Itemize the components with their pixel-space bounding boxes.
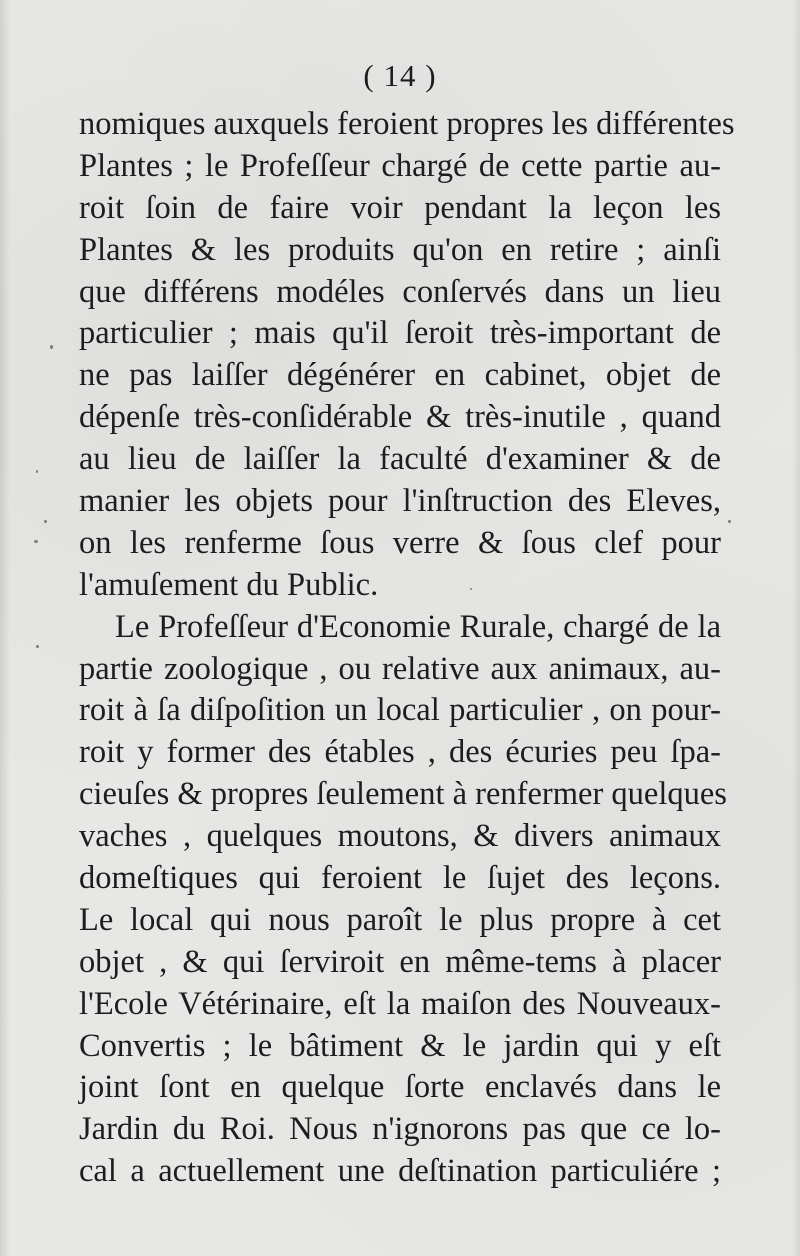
text-line: objet , & qui ſerviroit en même-tems à placer: [79, 943, 721, 980]
text-line: l'Ecole Vétérinaire, eſt la maiſon des Nouveaux-: [79, 985, 721, 1022]
text-line: nomiques auxquels feroient propres les différentes: [79, 106, 735, 142]
text-line: Convertis ; le bâtiment & le jardin qui y eſt: [79, 1027, 721, 1064]
text-line: particulier ; mais qu'il ſeroit très-important de: [79, 315, 721, 352]
paper-speck: [36, 470, 38, 473]
text-line: l'amuſement du Public.: [79, 566, 379, 603]
paper-speck: [34, 540, 38, 543]
text-line: Jardin du Roi. Nous n'ignorons pas que ce lo-: [79, 1111, 721, 1148]
paper-speck: [728, 520, 731, 523]
text-line: cieuſes & propres ſeulement à renfermer quelques: [79, 776, 727, 813]
text-line: ne pas laiſſer dégénérer en cabinet, objet de: [79, 357, 721, 394]
text-line: roit à ſa diſpoſition un local particulier , on pour-: [79, 692, 721, 729]
page-number: ( 14 ): [363, 58, 437, 93]
page-left-shadow: [0, 0, 10, 1256]
text-line: Plantes & les produits qu'on en retire ; ainſi: [79, 231, 721, 268]
text-line: roit ſoin de faire voir pendant la leçon les: [79, 189, 721, 226]
paper-speck: [50, 345, 53, 349]
text-line: au lieu de laiſſer la faculté d'examiner & de: [79, 441, 721, 478]
text-line: on les renferme ſous verre & ſous clef pour: [79, 524, 721, 561]
text-line: Le Profeſſeur d'Economie Rurale, chargé de la: [115, 608, 721, 645]
paper-speck: [44, 520, 47, 523]
text-line: manier les objets pour l'inſtruction des Eleves,: [79, 483, 721, 520]
text-line: dépenſe très-conſidérable & très-inutile , quand: [79, 399, 721, 436]
body-text: [79, 104, 735, 1193]
text-line: cal a actuellement une deſtination particuliére ;: [79, 1153, 721, 1190]
page-right-shadow: [792, 0, 800, 1256]
paper-speck: [470, 588, 472, 590]
text-line: partie zoologique , ou relative aux animaux, au-: [79, 650, 721, 687]
text-line: Plantes ; le Profeſſeur chargé de cette partie au-: [79, 147, 721, 184]
text-line: vaches , quelques moutons, & divers animaux: [79, 818, 721, 855]
text-line: que différens modéles conſervés dans un lieu: [79, 273, 721, 310]
text-line: Le local qui nous paroît le plus propre à cet: [79, 901, 721, 938]
paper-speck: [36, 645, 39, 648]
text-line: domeſtiques qui feroient le ſujet des leçons.: [79, 860, 721, 897]
text-line: roit y former des étables , des écuries peu ſpa-: [79, 734, 721, 771]
text-line: joint ſont en quelque ſorte enclavés dans le: [79, 1069, 721, 1106]
